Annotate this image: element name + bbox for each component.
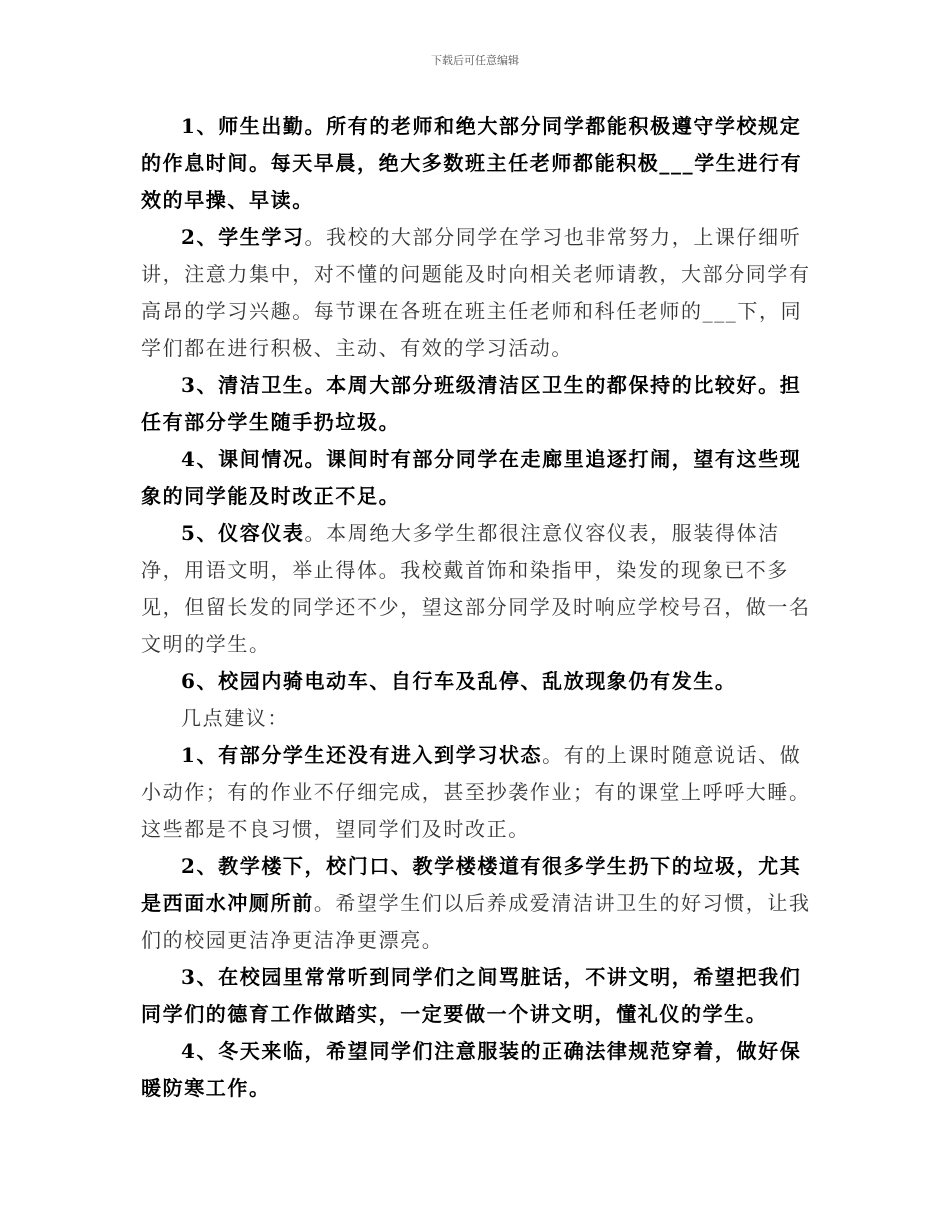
paragraph-hygiene [141,367,821,441]
paragraph-bold-text: 4、冬天来临，希望同学们注意服装的正确法律规范穿着，做好保暖防寒工作。 [141,1039,802,1100]
paragraph-bold-text: 1、师生出勤。所有的老师和绝大部分同学都能积极遵守学校规定的作息时间。每天早晨，绝大多数班主任老师都能积极___学生进行有效的早操、早读。 [141,114,803,212]
paragraph-suggestions-heading [141,700,821,737]
paragraph-bold-text: 1、有部分学生还没有进入到学习状态 [181,743,543,767]
paragraph-normal-text: 。我校的大部分同学在学习也非常努力，上课仔细听讲，注意力集中，对不懂的问题能及时向相关老师请教，大部分同学有高昂的学习兴趣。每节课在各班在班主任老师和科任老师的___下，同学们都在进行积极、主动、有效的学习活动。 [141,225,811,360]
document-body [141,108,821,1107]
paragraph-bold-text: 3、清洁卫生。本周大部分班级清洁区卫生的都保持的比较好。担任有部分学生随手扔垃圾。 [141,373,802,434]
paragraph-suggestion-study-state [141,737,821,848]
paragraph-normal-text: 。有的上课时随意说话、做小动作；有的作业不仔细完成，甚至抄袭作业；有的课堂上呼呼大睡。这些都是不良习惯，望同学们及时改正。 [141,743,811,841]
paragraph-attendance [141,108,821,219]
paragraph-vehicles [141,663,821,700]
paragraph-suggestion-civility [141,959,821,1033]
page-header: 下载后可任意编辑 [431,54,519,67]
paragraph-normal-text: 。希望学生们以后养成爱清洁讲卫生的好习惯，让我们的校园更洁净更洁净更漂亮。 [141,891,811,952]
paragraph-bold-text: 6、校园内骑电动车、自行车及乱停、乱放现象仍有发生。 [181,669,737,693]
paragraph-bold-text: 3、在校园里常常听到同学们之间骂脏话，不讲文明，希望把我们同学们的德育工作做踏实，一定要做一个讲文明，懂礼仪的学生。 [141,965,802,1026]
paragraph-bold-text: 2、学生学习 [181,225,305,249]
paragraph-bold-text: 5、仪容仪表 [181,521,305,545]
paragraph-bold-text: 2、教学楼下，校门口、教学楼楼道有很多学生扔下的垃圾，尤其是西面水冲厕所前 [141,854,802,915]
paragraph-suggestion-winter [141,1033,821,1107]
paragraph-normal-text: 几点建议： [181,706,289,730]
paragraph-suggestion-litter [141,848,821,959]
paragraph-bold-text: 4、课间情况。课间时有部分同学在走廊里追逐打闹，望有这些现象的同学能及时改正不足。 [141,447,802,508]
paragraph-break-time [141,441,821,515]
paragraph-normal-text: 。本周绝大多学生都很注意仪容仪表，服装得体洁净，用语文明，举止得体。我校戴首饰和染指甲，染发的现象已不多见，但留长发的同学还不少，望这部分同学及时响应学校号召，做一名文明的学生。 [141,521,811,656]
paragraph-appearance [141,515,821,663]
paragraph-study [141,219,821,367]
